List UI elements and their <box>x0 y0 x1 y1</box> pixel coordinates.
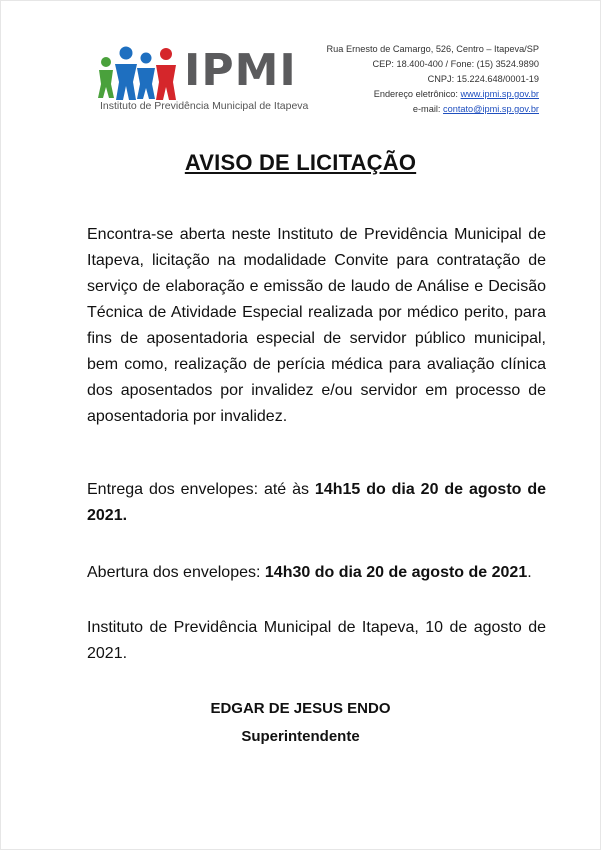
paragraph-place-date: Instituto de Previdência Municipal de Itapeva, 10 de agosto de 2021. <box>87 619 546 662</box>
opening-datetime: 14h30 do dia 20 de agosto de 2021 <box>264 564 528 581</box>
cnpj-line: CNPJ: 15.224.648/0001-19 <box>427 74 539 84</box>
site-line <box>327 87 539 102</box>
email-line <box>327 102 539 117</box>
delivery-datetime: 14h15 do dia 20 de agosto de 2021 <box>87 481 546 524</box>
signatory-role: Superintendente <box>241 728 360 745</box>
ipmi-logo <box>96 44 308 114</box>
opening-text: Abertura dos envelopes: <box>87 564 265 581</box>
logo-subtitle: Instituto de Previdência Municipal de Itapeva <box>100 100 309 112</box>
address-line: Rua Ernesto de Camargo, 526, Centro – Itapeva/SP <box>326 44 539 54</box>
opening-period: . <box>527 564 532 581</box>
paragraph-delivery <box>87 477 546 529</box>
site-label: Endereço eletrônico: <box>373 89 461 99</box>
site-link[interactable]: www.ipmi.sp.gov.br <box>460 89 539 99</box>
family-figures-icon <box>96 44 184 102</box>
paragraph-description: Encontra-se aberta neste Instituto de Previdência Municipal de Itapeva, licitação na modalidade Convite para contratação de serviço de elaboração e emissão de laudo de Análise e Decisão Técnica de Atividade Especial realizada por médico perito, para fins de aposentadoria especial de servidor público municipal, bem como, realização de perícia médica para avaliação clínica dos aposentados por invalidez e/ou servidor em processo de aposentadoria por invalidez. <box>87 226 546 425</box>
document-title: AVISO DE LICITAÇÃO <box>184 150 417 175</box>
cep-fone-line: CEP: 18.400-400 / Fone: (15) 3524.9890 <box>372 59 539 69</box>
delivery-period: . <box>122 507 128 524</box>
email-link[interactable]: contato@ipmi.sp.gov.br <box>443 104 539 114</box>
delivery-text: Entrega dos envelopes: até às <box>87 481 315 498</box>
paragraph-opening <box>87 560 546 586</box>
email-label: e-mail: <box>412 104 444 114</box>
signatory-name: EDGAR DE JESUS ENDO <box>210 700 391 717</box>
contact-block <box>327 42 539 117</box>
logo-brand-text: IPMI <box>184 45 297 96</box>
